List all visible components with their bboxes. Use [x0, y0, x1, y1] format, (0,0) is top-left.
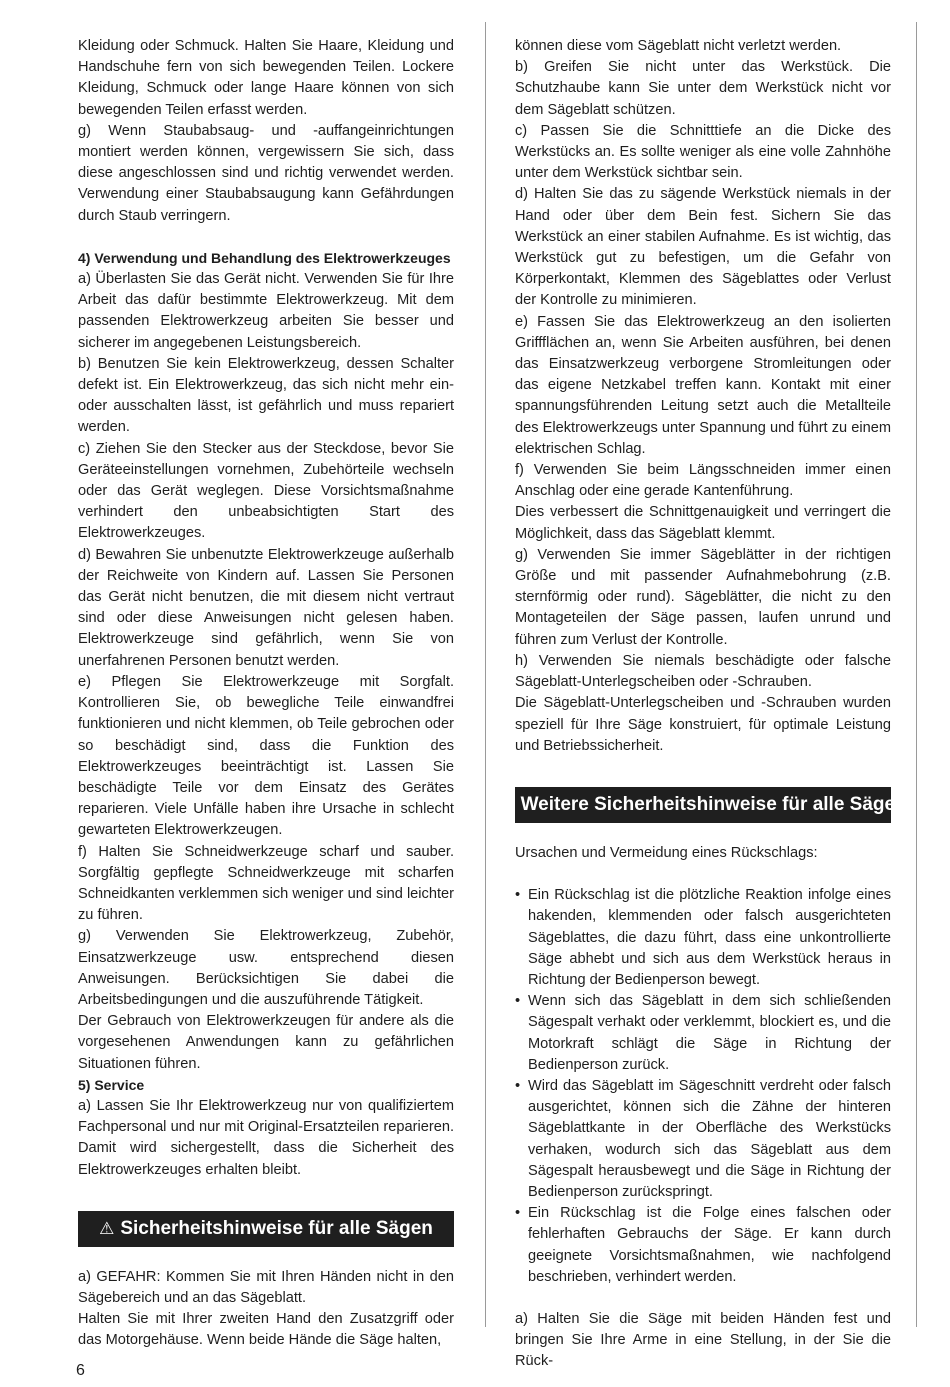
paragraph: e) Fassen Sie das Elektrowerkzeug an den isolierten Griffflächen an, wenn Sie Arbeiten ausführen, bei denen das Einsatzwerkzeug verborgene Stromleitungen oder das eigene Netzkabel treffen kann. Kontakt mit einer spannungsführenden Leitung setzt auch die Metallteile des Elektrowerkzeugs unter Spannung und führt zu einem elektrischen Schlag. [515, 313, 891, 457]
section-banner-more-saws [499, 787, 907, 823]
paragraph: g) Wenn Staubabsaug- und -auffangeinrichtungen montiert werden können, vergewissern Sie sich, dass diese angeschlossen sind und richtig verwendet werden. Verwendung einer Staubabsaugung kann Gefährdungen durch Staub verringern. [78, 122, 454, 224]
paragraph: g) Verwenden Sie Elektrowerkzeug, Zubehör, Einsatzwerkzeuge usw. entsprechend diesen Anweisungen. Berücksichtigen Sie dabei die Arbeitsbedingungen und die auszuführende Tätigkeit. [78, 928, 454, 1008]
section-banner-saws [78, 1211, 454, 1247]
list-item-text: Ein Rückschlag ist die plötzliche Reaktion infolge eines hakenden, klemmenden oder falsch ausgerichteten Sägeblattes, die dazu führt, dass eine unkontrollierte Säge abhebt und sich aus dem Werkstück heraus in Richtung der Bedienperson bewegt. [528, 887, 891, 988]
paragraph: d) Halten Sie das zu sägende Werkstück niemals in der Hand oder über dem Bein fest. Sichern Sie das Werkstück an einer stabilen Aufnahme. Es ist wichtig, das Werkstück gut zu befestigen, um die Gefahr von Körperkontakt, Klemmen des Sägeblattes oder Verlust der Kontrolle zu minimieren. [515, 186, 891, 309]
list-item-text: Wenn sich das Sägeblatt in dem sich schließenden Sägespalt verhakt oder verklemmt, blockiert es, und die Motorkraft schlägt die Säge in Richtung der Bedienperson zurück. [528, 993, 891, 1073]
paragraph: a) GEFAHR: Kommen Sie mit Ihren Händen nicht in den Sägebereich und an das Sägeblatt. [78, 1268, 454, 1306]
paragraph: Ursachen und Vermeidung eines Rückschlags: [515, 844, 818, 861]
warning-icon: ⚠ [99, 1218, 115, 1238]
paragraph: f) Verwenden Sie beim Längsschneiden immer einen Anschlag oder eine gerade Kantenführung. [515, 462, 891, 500]
banner-title: Sicherheitshinweise für alle Sägen [120, 1217, 433, 1239]
paragraph: Die Sägeblatt-Unterlegscheiben und -Schrauben wurden speziell für Ihre Säge konstruiert, für optimale Leistung und Betriebssicherheit. [515, 695, 891, 754]
paragraph: a) Lassen Sie Ihr Elektrowerkzeug nur von qualifiziertem Fachpersonal und nur mit Original-Ersatzteilen reparieren. Damit wird sichergestellt, dass die Sicherheit des Elektrowerkzeuges erhalten bleibt. [78, 1097, 454, 1178]
paragraph: e) Pflegen Sie Elektrowerkzeuge mit Sorgfalt. Kontrollieren Sie, ob bewegliche Teile einwandfrei funktionieren und nicht klemmen, ob Teile gebrochen oder so beschädigt sind, dass die Funktion des Elektrowerkzeuges beeinträchtigt ist. Lassen Sie beschädigte Teile vor dem Einsatz des Gerätes reparieren. Viele Unfälle haben ihre Ursache in schlecht gewarteten Elektrowerkzeugen. [78, 673, 454, 839]
paragraph: c) Passen Sie die Schnitttiefe an die Dicke des Werkstücks an. Es sollte weniger als eine volle Zahnhöhe unter dem Werkstück sichtbar sein. [515, 122, 891, 182]
paragraph: d) Bewahren Sie unbenutzte Elektrowerkzeuge außerhalb der Reichweite von Kindern auf. Lassen Sie Personen das Gerät nicht benutzen, die mit diesem nicht vertraut sind oder diese Anweisungen nicht gelesen haben. Elektrowerkzeuge sind gefährlich, wenn Sie von unerfahrenen Personen benutzt werden. [78, 546, 454, 669]
paragraph: b) Greifen Sie nicht unter das Werkstück. Die Schutzhaube kann Sie unter dem Werkstück nicht vor dem Sägeblatt schützen. [515, 59, 891, 118]
left-column [78, 36, 454, 1352]
paragraph: b) Benutzen Sie kein Elektrowerkzeug, dessen Schalter defekt ist. Ein Elektrowerkzeug, das sich nicht mehr ein- oder ausschalten lässt, ist gefährlich und muss repariert werden. [78, 355, 454, 436]
paragraph: f) Halten Sie Schneidwerkzeuge scharf und sauber. Sorgfältig gepflegte Schneidwerkzeuge mit scharfen Schneidkanten verklemmen sich weniger und sind leichter zu führen. [78, 843, 454, 924]
banner-title: Weitere Sicherheitshinweise für alle Sägen [520, 793, 907, 815]
section-heading-4: 4) Verwendung und Behandlung des Elektrowerkzeuges [78, 249, 451, 266]
paragraph: Dies verbessert die Schnittgenauigkeit und verringert die Möglichkeit, dass das Sägeblatt klemmt. [515, 504, 891, 542]
paragraph: Halten Sie mit Ihrer zweiten Hand den Zusatzgriff oder das Motorgehäuse. Wenn beide Hände die Säge halten, [78, 1311, 454, 1349]
list-item [515, 1076, 891, 1203]
list-item-text: Wird das Sägeblatt im Sägeschnitt verdreht oder falsch ausgerichtet, können sich die Zähne der hinteren Sägeblattkante in der Oberfläche des Werkstücks verhaken, wodurch sich das Sägeblatt aus dem Sägespalt herausbewegt und die Säge in Richtung der Bedienperson zurückspringt. [528, 1077, 891, 1200]
list-item-text: Ein Rückschlag ist die Folge eines falschen oder fehlerhaften Gebrauchs der Säge. Er kann durch geeignete Vorsichtsmaßnahmen, wie nachfolgend beschrieben, verhindert werden. [528, 1205, 891, 1285]
list-item [515, 991, 891, 1076]
column-rule-left [485, 22, 486, 1327]
bullet-icon: • [515, 993, 521, 1010]
list-item [515, 1203, 891, 1288]
section-heading-5: 5) Service [78, 1076, 145, 1093]
bullet-icon: • [515, 1205, 521, 1222]
paragraph: g) Verwenden Sie immer Sägeblätter in der richtigen Größe und mit passender Aufnahmebohrung (z.B. sternförmig oder rund). Sägeblätter, die nicht zu den Montageteilen der Säge passen, laufen unrund und führen zum Verlust der Kontrolle. [515, 546, 891, 648]
paragraph: a) Überlasten Sie das Gerät nicht. Verwenden Sie für Ihre Arbeit das dafür bestimmte Elektrowerkzeug. Mit dem passenden Elektrowerkzeug arbeiten Sie besser und sicherer im angegebenen Leistungsbereich. [78, 271, 454, 351]
paragraph: Der Gebrauch von Elektrowerkzeugen für andere als die vorgesehenen Anwendungen kann zu gefährlichen Situationen führen. [78, 1013, 454, 1072]
bullet-list [515, 885, 891, 1288]
bullet-icon: • [515, 887, 521, 904]
paragraph: Kleidung oder Schmuck. Halten Sie Haare, Kleidung und Handschuhe fern von sich bewegenden Teilen. Lockere Kleidung, Schmuck oder lange Haare können von sich bewegenden Teilen erfasst werden. [78, 38, 454, 118]
bullet-icon: • [515, 1077, 521, 1094]
list-item [515, 885, 891, 991]
paragraph: a) Halten Sie die Säge mit beiden Händen fest und bringen Sie Ihre Arme in eine Stellung, in der Sie die Rück- [515, 1310, 891, 1370]
warning-icon: ⚠ [499, 794, 515, 814]
column-rule-right [916, 22, 917, 1327]
paragraph: können diese vom Sägeblatt nicht verletzt werden. [515, 38, 842, 54]
page-number: 6 [76, 1362, 85, 1379]
paragraph: h) Verwenden Sie niemals beschädigte oder falsche Sägeblatt-Unterlegscheiben oder -Schrauben. [515, 652, 891, 691]
right-column [499, 36, 907, 1373]
paragraph: c) Ziehen Sie den Stecker aus der Steckdose, bevor Sie Geräteeinstellungen vornehmen, Zubehörteile wechseln oder das Gerät weglegen. Diese Vorsichtsmaßnahme verhindert den unbeabsichtigten Start des Elektrowerkzeuges. [78, 440, 454, 542]
